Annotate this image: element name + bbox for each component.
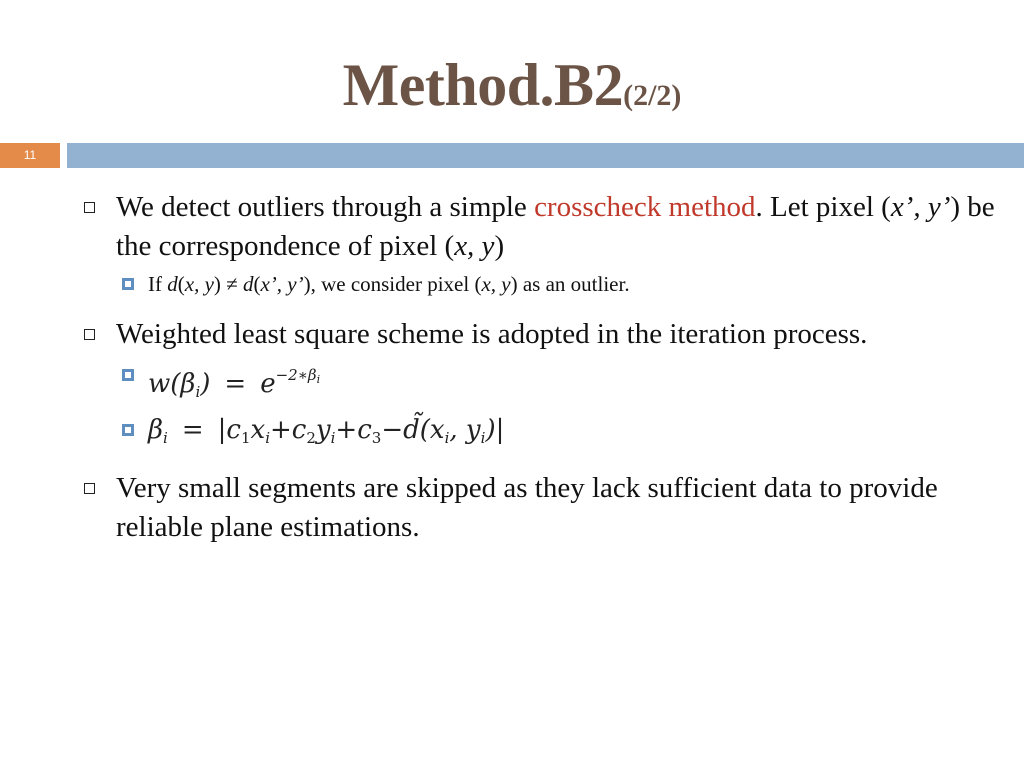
slide-content — [78, 188, 998, 547]
weight-equation: $w(\beta_i) = e^{-2∗\beta_i}$ — [148, 366, 321, 401]
title-subtitle: (2/2) — [623, 79, 682, 112]
slide-number: 11 — [0, 143, 60, 168]
title-main: Method.B2 — [342, 52, 624, 118]
sub-bullet-outlier: If d(x, y) ≠ d(x’, y’), we consider pixel (x, y) as an outlier. — [78, 270, 998, 298]
bullet-weighted-least-square — [78, 315, 998, 354]
bullet-small-segments — [78, 469, 998, 547]
bullet-crosscheck — [78, 188, 998, 266]
filled-square-bullet-icon — [122, 369, 134, 381]
square-bullet-icon — [84, 483, 95, 494]
sub-bullet-weight-eq — [78, 356, 998, 411]
slide-title — [0, 50, 1024, 131]
square-bullet-icon — [84, 329, 95, 340]
b3-text: Very small segments are skipped as they lack sufficient data to provide reliable plane estimations. — [116, 472, 938, 543]
sub-bullet-beta-eq — [78, 411, 998, 457]
b1-xy-prime: x’, y’ — [890, 191, 951, 223]
header-bar — [67, 143, 1024, 168]
b1-text-pre: We detect outliers through a simple — [116, 191, 535, 223]
filled-square-bullet-icon — [122, 424, 134, 436]
b1-xy: x, y — [454, 230, 495, 262]
square-bullet-icon — [84, 202, 95, 213]
crosscheck-highlight: crosscheck method — [534, 191, 756, 223]
filled-square-bullet-icon — [122, 278, 134, 290]
beta-equation: $\beta_i$ = $|c_1x_i+c_2y_i+c_3-d̃(x_i$, $y_i)|$ — [148, 415, 505, 447]
b1-text-mid: . Let pixel ( — [755, 191, 891, 223]
b2-text: Weighted least square scheme is adopted in the iteration process. — [116, 318, 868, 350]
b1-text-post: ) — [494, 230, 505, 262]
b1-text-mid2: ) be the correspondence of pixel ( — [116, 191, 995, 262]
